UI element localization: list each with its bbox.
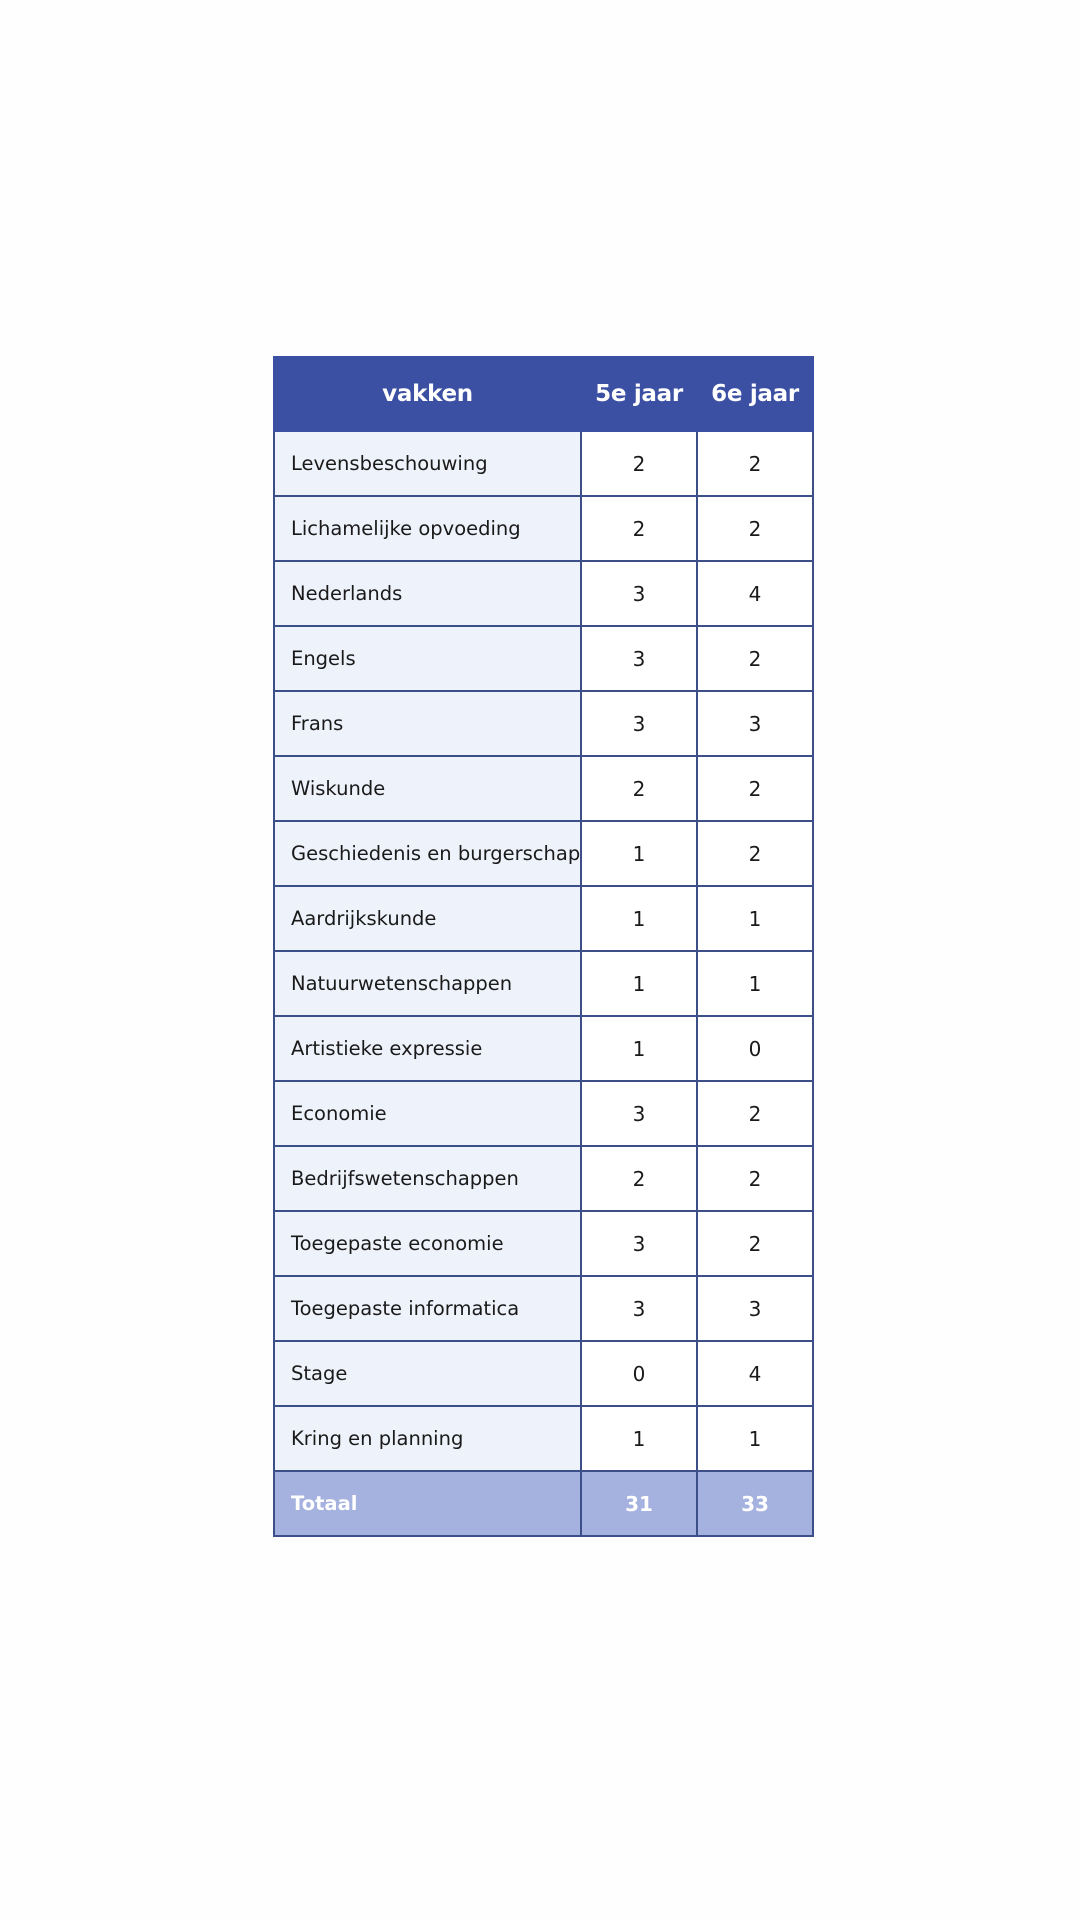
table-row — [274, 1406, 813, 1471]
year6-hours-cell: 2 — [697, 431, 813, 496]
year5-hours-cell: 1 — [581, 886, 697, 951]
year5-hours-cell: 1 — [581, 951, 697, 1016]
table-row — [274, 496, 813, 561]
year6-hours-cell: 4 — [697, 1341, 813, 1406]
year5-hours-cell: 1 — [581, 1406, 697, 1471]
subject-cell: Toegepaste informatica — [274, 1276, 581, 1341]
subject-cell: Economie — [274, 1081, 581, 1146]
table-row — [274, 561, 813, 626]
table-row — [274, 951, 813, 1016]
year5-hours-cell: 3 — [581, 1276, 697, 1341]
subject-cell: Levensbeschouwing — [274, 431, 581, 496]
year6-hours-cell: 2 — [697, 821, 813, 886]
year6-hours-cell: 1 — [697, 886, 813, 951]
table-row — [274, 1146, 813, 1211]
header-year5: 5e jaar — [581, 357, 697, 431]
year5-hours-cell: 2 — [581, 496, 697, 561]
subject-cell: Artistieke expressie — [274, 1016, 581, 1081]
year6-hours-cell: 1 — [697, 951, 813, 1016]
year6-hours-cell: 2 — [697, 626, 813, 691]
year6-hours-cell: 2 — [697, 756, 813, 821]
header-subject: vakken — [274, 357, 581, 431]
year5-hours-cell: 3 — [581, 1081, 697, 1146]
year5-hours-cell: 2 — [581, 431, 697, 496]
table-body — [274, 431, 813, 1536]
year6-hours-cell: 3 — [697, 1276, 813, 1341]
year5-hours-cell: 0 — [581, 1341, 697, 1406]
year5-hours-cell: 1 — [581, 821, 697, 886]
year5-hours-cell: 3 — [581, 691, 697, 756]
header-year6: 6e jaar — [697, 357, 813, 431]
subject-cell: Natuurwetenschappen — [274, 951, 581, 1016]
subject-cell: Aardrijkskunde — [274, 886, 581, 951]
year6-hours-cell: 2 — [697, 1146, 813, 1211]
year6-hours-cell: 2 — [697, 496, 813, 561]
year5-hours-cell: 3 — [581, 1211, 697, 1276]
year5-hours-cell: 2 — [581, 756, 697, 821]
year5-hours-cell: 2 — [581, 1146, 697, 1211]
total-label: Totaal — [274, 1471, 581, 1536]
subject-cell: Stage — [274, 1341, 581, 1406]
total-year5: 31 — [581, 1471, 697, 1536]
year6-hours-cell: 0 — [697, 1016, 813, 1081]
total-row — [274, 1471, 813, 1536]
subject-cell: Engels — [274, 626, 581, 691]
subject-cell: Kring en planning — [274, 1406, 581, 1471]
table-row — [274, 756, 813, 821]
table-row — [274, 1016, 813, 1081]
table-row — [274, 626, 813, 691]
subject-cell: Nederlands — [274, 561, 581, 626]
subject-cell: Wiskunde — [274, 756, 581, 821]
table-row — [274, 1211, 813, 1276]
table-row — [274, 431, 813, 496]
table-row — [274, 691, 813, 756]
year6-hours-cell: 3 — [697, 691, 813, 756]
year5-hours-cell: 3 — [581, 626, 697, 691]
subject-cell: Frans — [274, 691, 581, 756]
table-row — [274, 1081, 813, 1146]
subject-cell: Bedrijfswetenschappen — [274, 1146, 581, 1211]
hours-table — [273, 356, 814, 1537]
table-row — [274, 886, 813, 951]
header-row — [274, 357, 813, 431]
subject-cell: Toegepaste economie — [274, 1211, 581, 1276]
total-year6: 33 — [697, 1471, 813, 1536]
year5-hours-cell: 3 — [581, 561, 697, 626]
year6-hours-cell: 2 — [697, 1081, 813, 1146]
year5-hours-cell: 1 — [581, 1016, 697, 1081]
year6-hours-cell: 1 — [697, 1406, 813, 1471]
subject-cell: Lichamelijke opvoeding — [274, 496, 581, 561]
table-row — [274, 821, 813, 886]
year6-hours-cell: 2 — [697, 1211, 813, 1276]
subject-cell: Geschiedenis en burgerschap — [274, 821, 581, 886]
table-row — [274, 1276, 813, 1341]
table-row — [274, 1341, 813, 1406]
year6-hours-cell: 4 — [697, 561, 813, 626]
